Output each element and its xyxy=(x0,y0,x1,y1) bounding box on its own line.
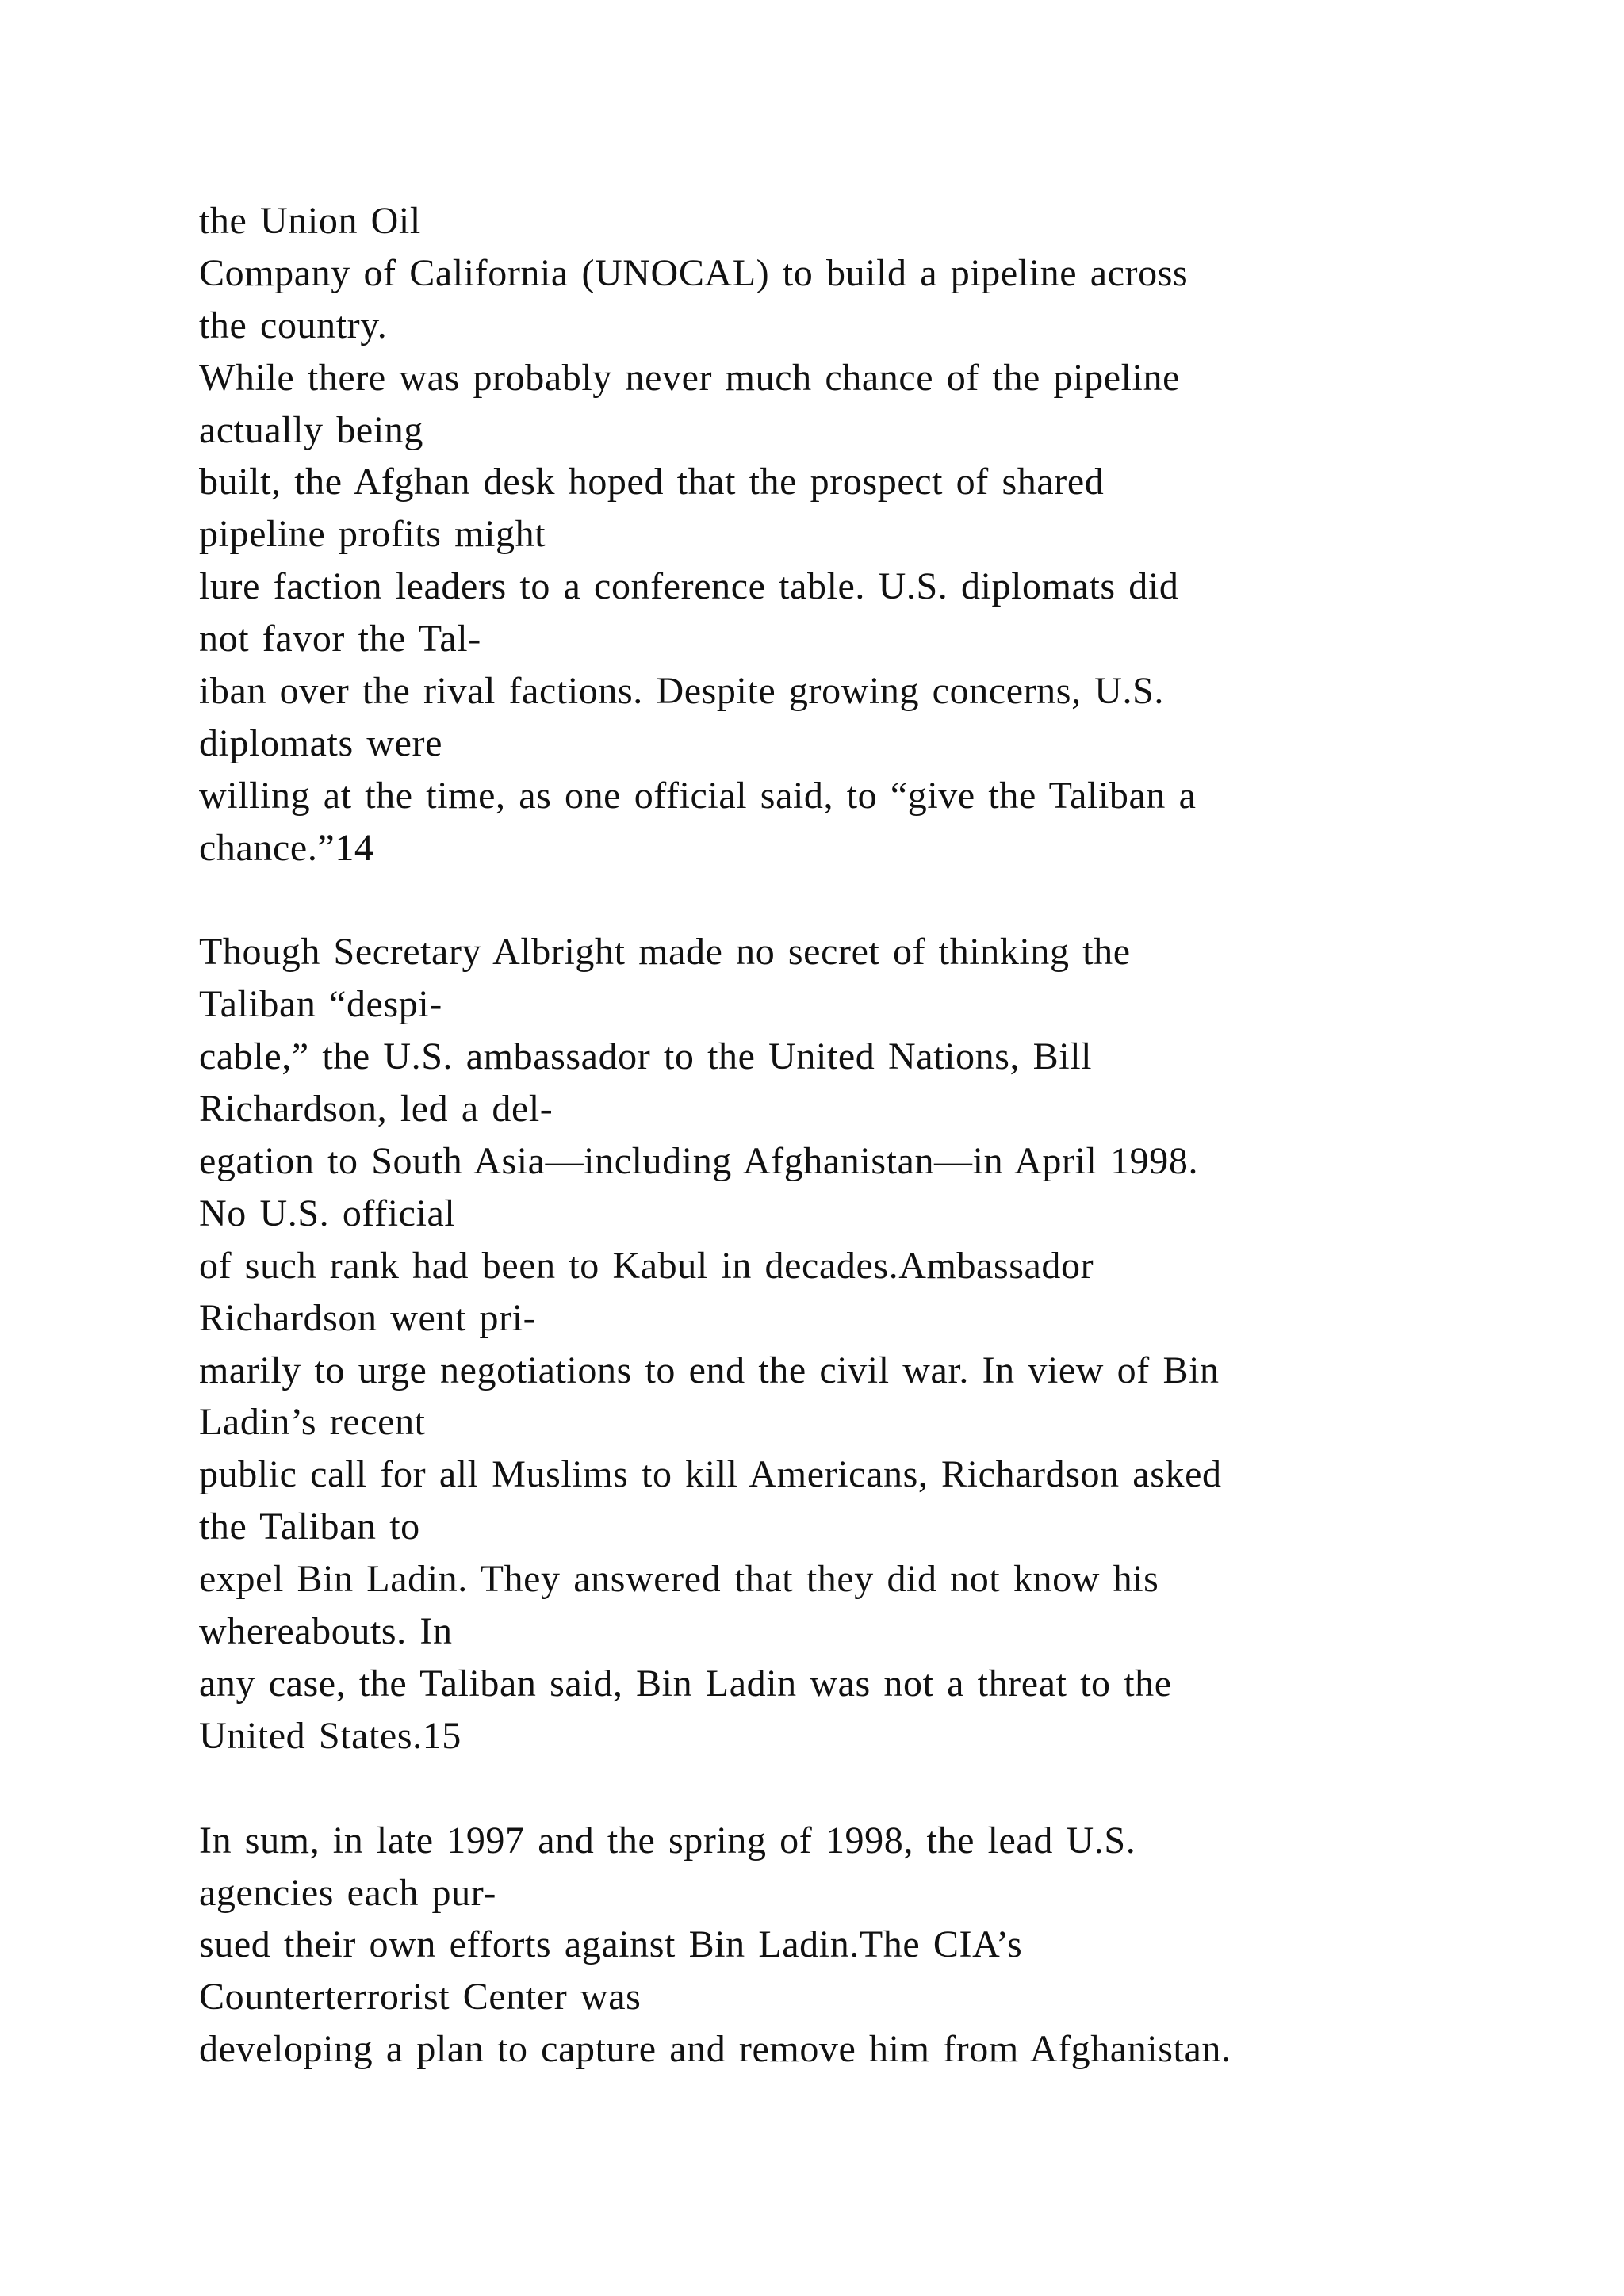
text-line: Ladin’s recent xyxy=(199,1401,426,1444)
text-line: Taliban “despi- xyxy=(199,983,442,1026)
text-line: actually being xyxy=(199,408,423,451)
text-line: any case, the Taliban said, Bin Ladin was not a threat to the xyxy=(199,1662,1172,1705)
text-line: Company of California (UNOCAL) to build a pipeline across xyxy=(199,251,1189,294)
text-line: In sum, in late 1997 and the spring of 1998, the lead U.S. xyxy=(199,1819,1136,1862)
text-line: the Taliban to xyxy=(199,1506,420,1548)
paragraph-1 xyxy=(199,195,1547,874)
paragraph-3 xyxy=(199,1815,1547,2076)
text-line: agencies each pur- xyxy=(199,1871,496,1914)
text-line: egation to South Asia—including Afghanistan—in April 1998. xyxy=(199,1140,1199,1183)
text-line: the country. xyxy=(199,304,388,346)
text-line: the Union Oil xyxy=(199,200,421,242)
text-line: Richardson, led a del- xyxy=(199,1088,553,1131)
text-line: Though Secretary Albright made no secret of thinking the xyxy=(199,931,1131,974)
text-line: of such rank had been to Kabul in decades.Ambassador xyxy=(199,1244,1094,1287)
text-line: willing at the time, as one official said, to “give the Taliban a xyxy=(199,774,1197,817)
text-line: chance.”14 xyxy=(199,826,374,869)
document-text xyxy=(199,195,1547,2076)
paragraph-gap xyxy=(199,1762,1547,1815)
paragraph-2 xyxy=(199,926,1547,1762)
text-line: diplomats were xyxy=(199,721,442,764)
text-line: United States.15 xyxy=(199,1714,462,1757)
text-line: marily to urge negotiations to end the civil war. In view of Bin xyxy=(199,1349,1220,1391)
text-line: pipeline profits might xyxy=(199,513,546,556)
text-line: cable,” the U.S. ambassador to the United Nations, Bill xyxy=(199,1035,1093,1078)
paragraph-gap xyxy=(199,874,1547,927)
text-line: expel Bin Ladin. They answered that they did not know his xyxy=(199,1558,1159,1601)
text-line: No U.S. official xyxy=(199,1192,456,1234)
text-line: public call for all Muslims to kill Americans, Richardson asked xyxy=(199,1453,1222,1496)
text-line: While there was probably never much chance of the pipeline xyxy=(199,356,1180,399)
text-line: built, the Afghan desk hoped that the prospect of shared xyxy=(199,461,1105,503)
text-line: sued their own efforts against Bin Ladin.The CIA’s xyxy=(199,1923,1023,1966)
text-line: developing a plan to capture and remove him from Afghanistan. xyxy=(199,2028,1231,2071)
text-line: iban over the rival factions. Despite growing concerns, U.S. xyxy=(199,670,1165,713)
text-line: lure faction leaders to a conference table. U.S. diplomats did xyxy=(199,565,1179,608)
text-line: not favor the Tal- xyxy=(199,618,481,660)
text-line: Richardson went pri- xyxy=(199,1296,537,1339)
text-line: whereabouts. In xyxy=(199,1610,453,1653)
text-line: Counterterrorist Center was xyxy=(199,1976,642,2019)
